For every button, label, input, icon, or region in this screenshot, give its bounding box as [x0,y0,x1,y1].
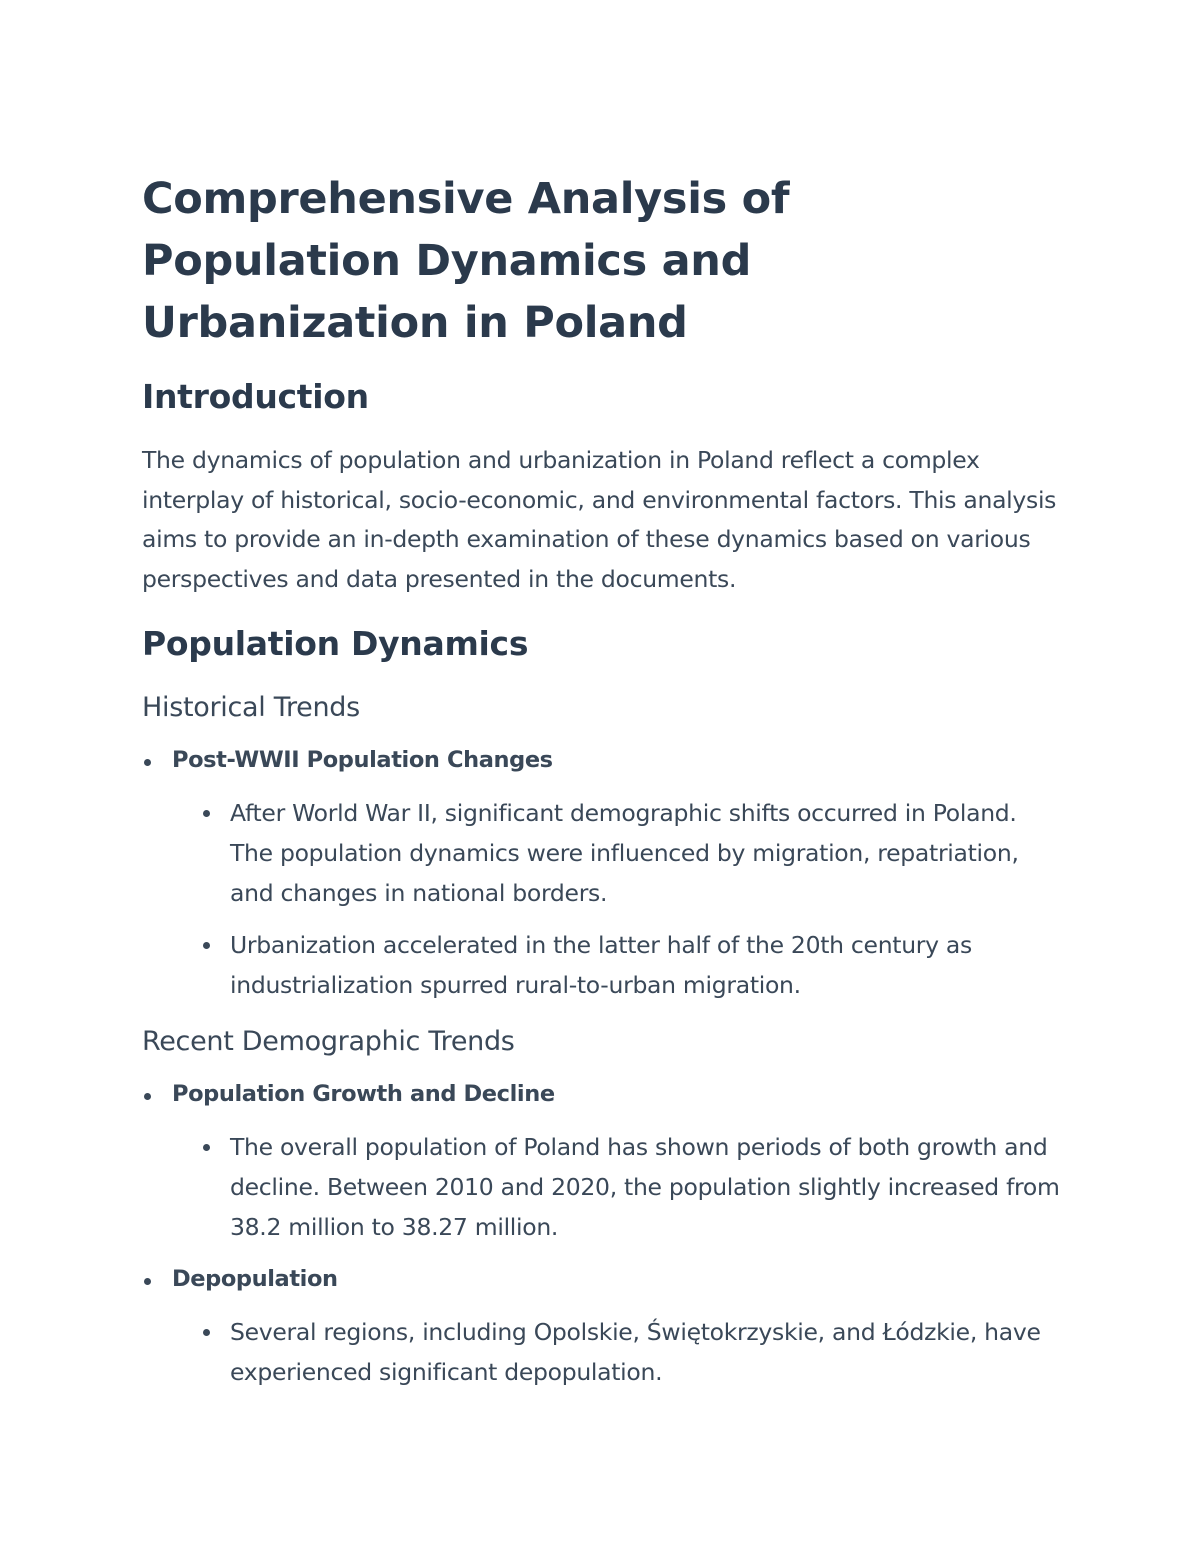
bullet-icon [144,759,151,766]
sub-list-item-text: Urbanization accelerated in the latter half of the 20th century as industrialization spurred rural-to-urban migration. [230,931,972,999]
sub-list-item [172,925,1062,1005]
bullet-icon [144,1278,151,1285]
bullet-icon [203,810,210,817]
section-heading-population-dynamics: Population Dynamics [142,624,529,663]
bullet-icon [203,1329,210,1336]
list-item [142,1076,1062,1247]
subsection-heading-recent-trends: Recent Demographic Trends [142,1026,515,1057]
sub-list-item [172,1312,1062,1392]
sub-list [172,793,1062,1005]
list-item [142,1261,1062,1392]
document-page [142,168,1062,1392]
recent-trends-list [142,1076,1062,1392]
bullet-icon [144,1093,151,1100]
subsection-heading-historical-trends: Historical Trends [142,692,360,723]
section-heading-introduction: Introduction [142,377,369,416]
document-title: Comprehensive Analysis of Population Dynamics and Urbanization in Poland [142,174,790,348]
sub-list-item-text: Several regions, including Opolskie, Świętokrzyskie, and Łódzkie, have experienced significant depopulation. [230,1318,1041,1386]
bullet-icon [203,1144,210,1151]
introduction-paragraph: The dynamics of population and urbanization in Poland reflect a complex interplay of historical, socio-economic, and environmental factors. This analysis aims to provide an in-depth examination of these dynamics based on various perspectives and data presented in the documents. [142,446,1057,593]
sub-list-item-text: After World War II, significant demographic shifts occurred in Poland. The population dynamics were influenced by migration, repatriation, and changes in national borders. [230,799,1019,907]
sub-list [172,1127,1062,1247]
sub-list-item [172,793,1062,913]
sub-list-item-text: The overall population of Poland has shown periods of both growth and decline. Between 2010 and 2020, the population slightly increased from 38.2 million to 38.27 million. [230,1133,1060,1241]
list-item [142,742,1062,1005]
list-item-heading: Depopulation [172,1266,338,1292]
historical-trends-list [142,742,1062,1005]
list-item-heading: Post-WWII Population Changes [172,747,553,773]
sub-list-item [172,1127,1062,1247]
sub-list [172,1312,1062,1392]
list-item-heading: Population Growth and Decline [172,1081,555,1107]
bullet-icon [203,942,210,949]
